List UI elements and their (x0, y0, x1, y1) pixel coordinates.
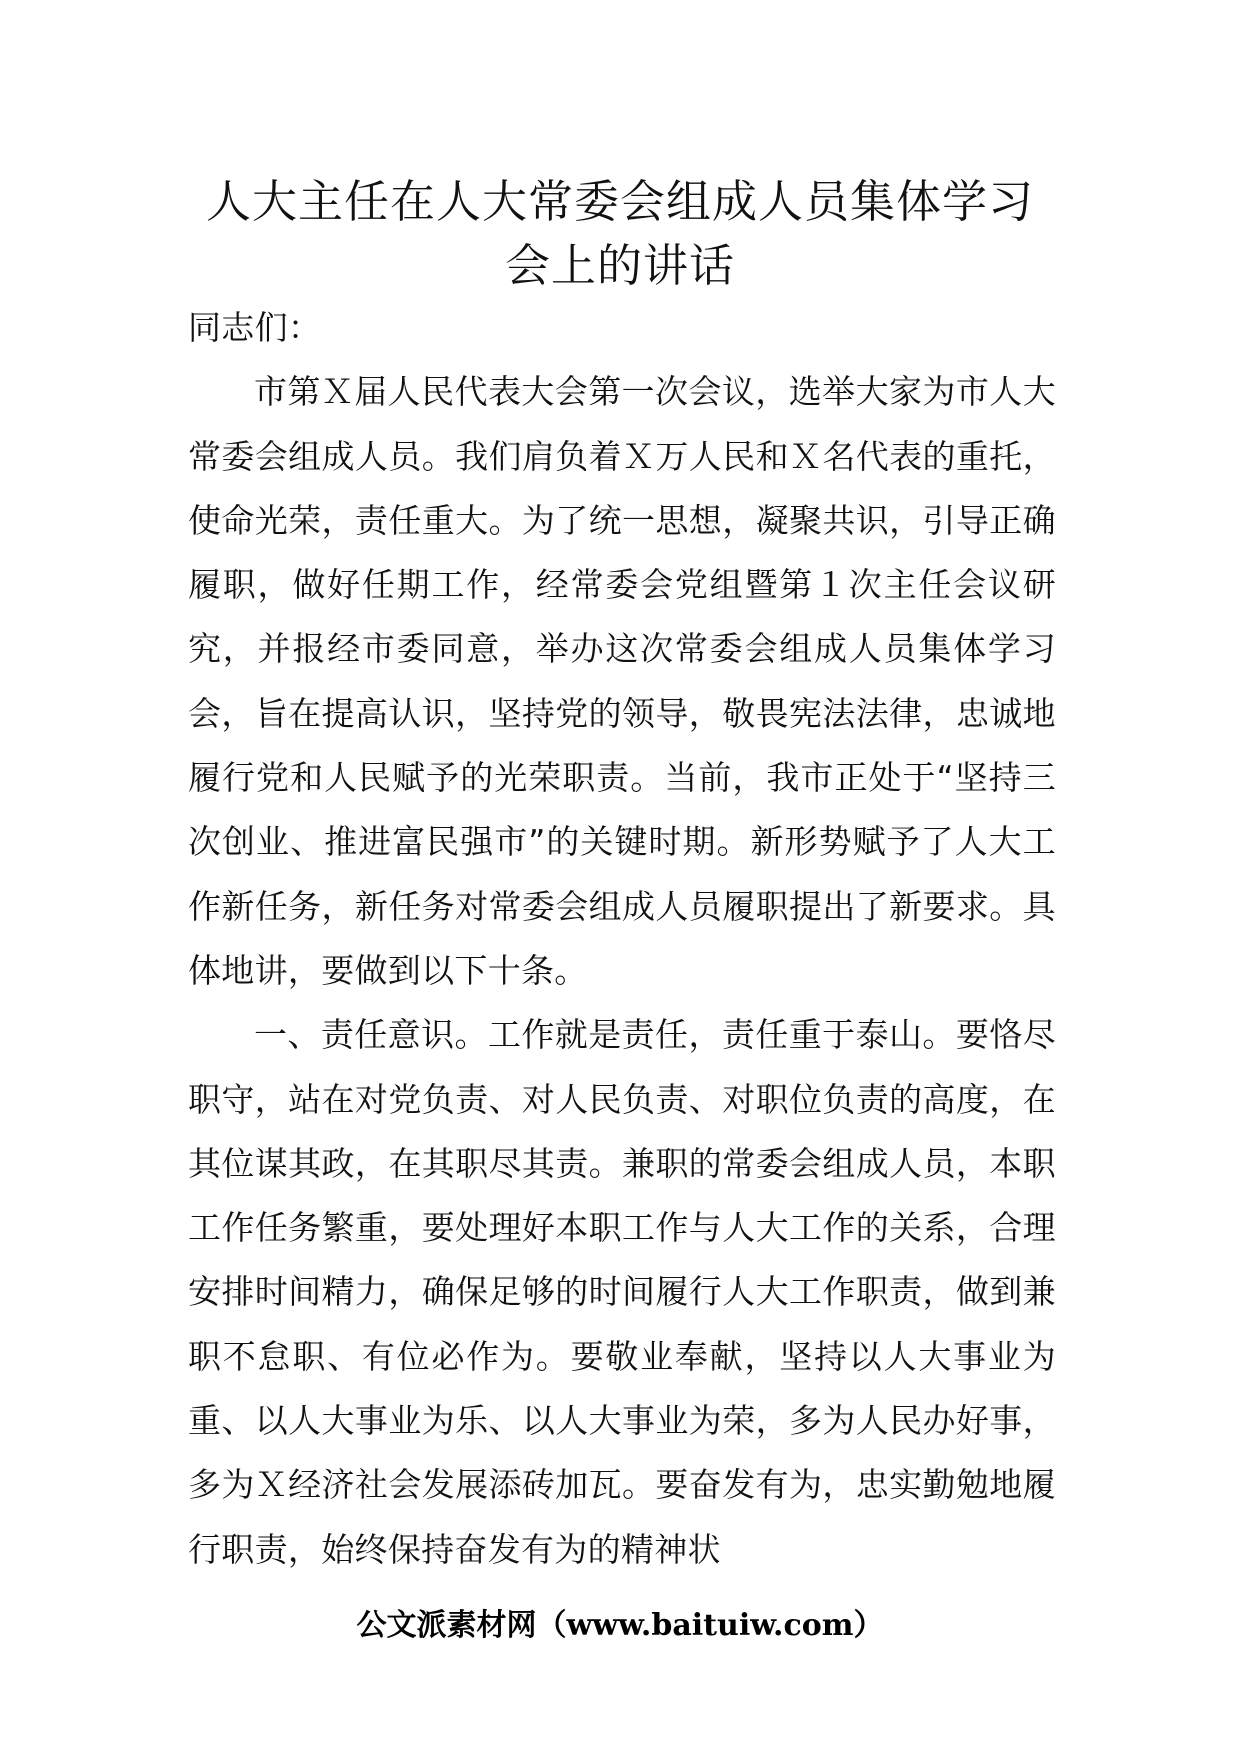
salutation: 同志们： (188, 308, 322, 347)
footer-watermark: 公文派素材网（www.baituiw.com） (356, 1608, 884, 1643)
document-title-line-1: 人大主任在人大常委会组成人员集体学习 (205, 175, 1034, 228)
paragraph-responsibility: 一、责任意识。工作就是责任，责任重于泰山。要恪尽职守，站在对党负责、对人民负责、对职位负责的高度，在其位谋其政，在其职尽其责。兼职的常委会组成人员，本职工作任务繁重，要处理好本职工作与人大工作的关系，合理安排时间精力，确保足够的时间履行人大工作职责，做到兼职不怠职、有位必作为。要敬业奉献，坚持以人大事业为重、以人大事业为乐、以人大事业为荣，多为人民办好事，多为Ｘ经济社会发展添砖加瓦。要奋发有为，忠实勤勉地履行职责，始终保持奋发有为的精神状 (188, 1015, 1056, 1569)
document-body (188, 296, 1056, 1582)
document-title-line-2: 会上的讲话 (504, 239, 735, 292)
paragraph-intro: 市第Ｘ届人民代表大会第一次会议，选举大家为市人大常委会组成人员。我们肩负着Ｘ万人民和Ｘ名代表的重托，使命光荣，责任重大。为了统一思想，凝聚共识，引导正确履职，做好任期工作，经常委会党组暨第１次主任会议研究，并报经市委同意，举办这次常委会组成人员集体学习会，旨在提高认识，坚持党的领导，敬畏宪法法律，忠诚地履行党和人民赋予的光荣职责。当前，我市正处于“坚持三次创业、推进富民强市”的关键时期。新形势赋予了人大工作新任务，新任务对常委会组成人员履职提出了新要求。具体地讲，要做到以下十条。 (188, 372, 1056, 990)
